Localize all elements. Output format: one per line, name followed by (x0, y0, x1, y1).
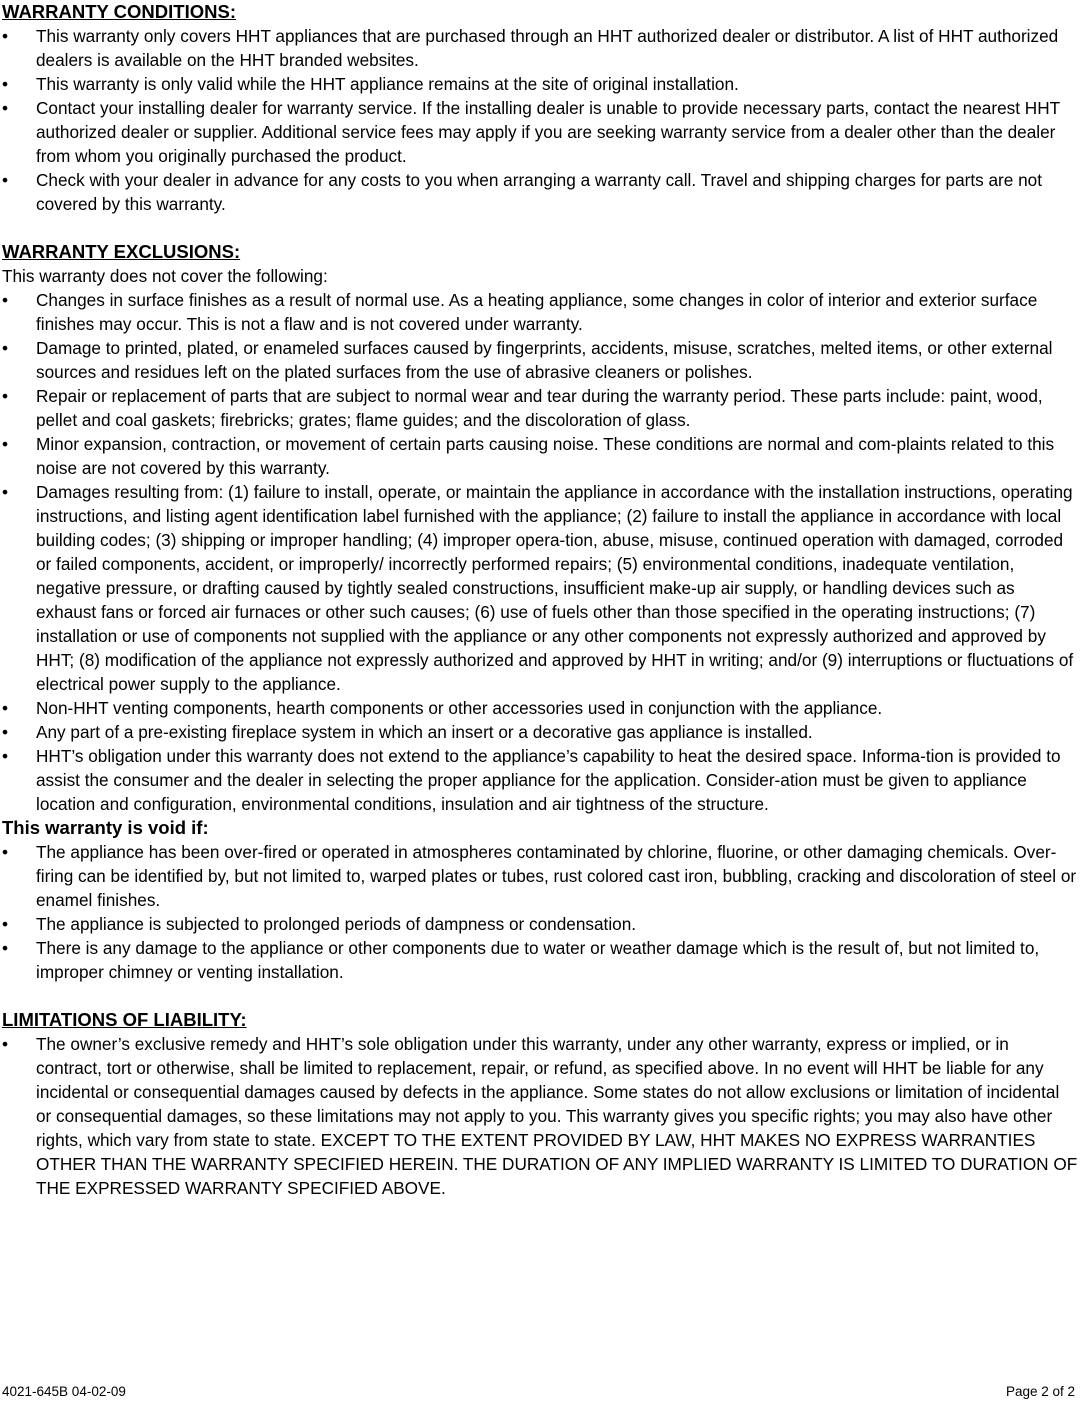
list-item (2, 936, 1079, 984)
list-item-text: Changes in surface finishes as a result of normal use. As a heating appliance, some changes in color of interior and exterior surface finishes may occur. This is not a flaw and is not covered under warranty. (36, 290, 1038, 334)
bullet-icon: • (2, 26, 9, 46)
list-item (2, 912, 1079, 936)
list-item-text: The appliance is subjected to prolonged periods of dampness or condensation. (36, 914, 637, 934)
list-item-text: Check with your dealer in advance for any costs to you when arranging a warranty call. Travel and shipping charges for parts are not covered by this warranty. (36, 170, 1043, 214)
warranty-exclusions-heading: WARRANTY EXCLUSIONS: (2, 241, 241, 262)
warranty-conditions-section (2, 0, 1079, 216)
list-item-text: Minor expansion, contraction, or movement of certain parts causing noise. These conditions are normal and com-plaints related to this noise are not covered by this warranty. (36, 434, 1055, 478)
list-item-text: Non-HHT venting components, hearth components or other accessories used in conjunction with the appliance. (36, 698, 883, 718)
bullet-icon: • (2, 290, 9, 310)
warranty-exclusions-list (2, 288, 1079, 816)
list-item-text: The owner’s exclusive remedy and HHT’s sole obligation under this warranty, under any other warranty, express or implied, or in contract, tort or otherwise, shall be limited to replacement, repair, or refund, as specified above. In no event will HHT be liable for any incidental or consequential damages caused by defects in the appliance. Some states do not allow exclusions or limitation of incidental or consequential damages, so these limitations may not apply to you. This warranty gives you specific rights; you may also have other rights, which vary from state to state. EXCEPT TO THE EXTENT PROVIDED BY LAW, HHT MAKES NO EXPRESS WARRANTIES OTHER THAN THE WARRANTY SPECIFIED HEREIN. THE DURATION OF ANY IMPLIED WARRANTY IS LIMITED TO DURATION OF THE EXPRESSED WARRANTY SPECIFIED ABOVE. (36, 1034, 1078, 1198)
warranty-void-heading: This warranty is void if: (2, 817, 209, 838)
list-item (2, 696, 1079, 720)
list-item-text: Damage to printed, plated, or enameled surfaces caused by fingerprints, accidents, misuse, scratches, melted items, or other external sources and residues left on the plated surfaces from the use of abrasive cleaners or polishes. (36, 338, 1053, 382)
liability-heading: LIMITATIONS OF LIABILITY: (2, 1009, 247, 1030)
list-item-text: HHT’s obligation under this warranty does not extend to the appliance’s capability to heat the desired space. Informa-tion is provided to assist the consumer and the dealer in selecting the proper appliance for the application. Consider-ation must be given to appliance location and configuration, environmental conditions, insulation and air tightness of the structure. (36, 746, 1061, 814)
liability-list (2, 1032, 1079, 1200)
page-number: Page 2 of 2 (1005, 1384, 1075, 1399)
warranty-void-section (2, 816, 1079, 984)
list-item-text: There is any damage to the appliance or other components due to water or weather damage which is the result of, but not limited to, improper chimney or venting installation. (36, 938, 1040, 982)
list-item (2, 744, 1079, 816)
list-item-text: Any part of a pre-existing fireplace system in which an insert or a decorative gas appliance is installed. (36, 722, 813, 742)
list-item-text: This warranty is only valid while the HHT appliance remains at the site of original installation. (36, 74, 739, 94)
bullet-icon: • (2, 914, 9, 934)
bullet-icon: • (2, 842, 9, 862)
bullet-icon: • (2, 386, 9, 406)
bullet-icon: • (2, 170, 9, 190)
bullet-icon: • (2, 698, 9, 718)
list-item (2, 72, 1079, 96)
list-item (2, 480, 1079, 696)
list-item (2, 168, 1079, 216)
bullet-icon: • (2, 338, 9, 358)
warranty-void-list (2, 840, 1079, 984)
list-item (2, 288, 1079, 336)
list-item (2, 384, 1079, 432)
page-footer (2, 1384, 1075, 1400)
warranty-exclusions-intro: This warranty does not cover the following: (2, 266, 328, 286)
list-item (2, 840, 1079, 912)
warranty-conditions-heading: WARRANTY CONDITIONS: (2, 1, 236, 22)
list-item (2, 96, 1079, 168)
bullet-icon: • (2, 98, 9, 118)
warranty-conditions-list (2, 24, 1079, 216)
document-page (2, 0, 1079, 1200)
document-code: 4021-645B 04-02-09 (2, 1384, 126, 1399)
list-item-text: The appliance has been over-fired or operated in atmospheres contaminated by chlorine, fluorine, or other damaging chemicals. Over-firing can be identified by, but not limited to, warped plates or tubes, rust colored cast iron, bubbling, cracking and discoloration of steel or enamel finishes. (36, 842, 1077, 910)
bullet-icon: • (2, 1034, 9, 1054)
list-item-text: Damages resulting from: (1) failure to install, operate, or maintain the appliance in accordance with the installation instructions, operating instructions, and listing agent identification label furnished with the appliance; (2) failure to install the appliance in accordance with local building codes; (3) shipping or improper handling; (4) improper opera-tion, abuse, misuse, continued operation with damaged, corroded or failed components, accident, or improperly/ incorrectly performed repairs; (5) environmental conditions, inadequate ventilation, negative pressure, or drafting caused by tightly sealed constructions, insufficient make-up air supply, or handling devices such as exhaust fans or forced air furnaces or other such causes; (6) use of fuels other than those specified in the operating instructions; (7) installation or use of components not supplied with the appliance or any other components not expressly authorized and approved by HHT; (8) modification of the appliance not expressly authorized and approved by HHT in writing; and/or (9) interruptions or fluctuations of electrical power supply to the appliance. (36, 482, 1074, 694)
list-item (2, 24, 1079, 72)
list-item-text: This warranty only covers HHT appliances that are purchased through an HHT authorized dealer or distributor. A list of HHT authorized dealers is available on the HHT branded websites. (36, 26, 1059, 70)
bullet-icon: • (2, 434, 9, 454)
list-item-text: Contact your installing dealer for warranty service. If the installing dealer is unable to provide necessary parts, contact the nearest HHT authorized dealer or supplier. Additional service fees may apply if you are seeking warranty service from a dealer other than the dealer from whom you originally purchased the product. (36, 98, 1060, 166)
warranty-exclusions-section (2, 240, 1079, 816)
list-item (2, 1032, 1079, 1200)
section-spacer (2, 216, 1079, 240)
bullet-icon: • (2, 746, 9, 766)
liability-section (2, 1008, 1079, 1200)
bullet-icon: • (2, 74, 9, 94)
list-item (2, 336, 1079, 384)
section-spacer (2, 984, 1079, 1008)
list-item (2, 432, 1079, 480)
bullet-icon: • (2, 722, 9, 742)
list-item (2, 720, 1079, 744)
bullet-icon: • (2, 482, 9, 502)
list-item-text: Repair or replacement of parts that are subject to normal wear and tear during the warranty period. These parts include: paint, wood, pellet and coal gaskets; firebricks; grates; flame guides; and the discoloration of glass. (36, 386, 1043, 430)
bullet-icon: • (2, 938, 9, 958)
